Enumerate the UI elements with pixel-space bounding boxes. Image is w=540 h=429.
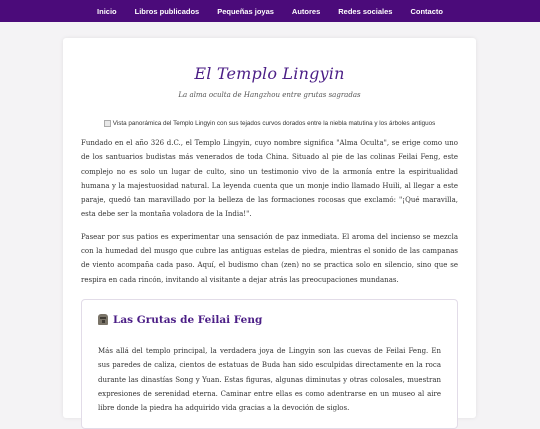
nav-link-contacto[interactable]: Contacto bbox=[410, 6, 443, 16]
grutas-title: Las Grutas de Feilai Feng bbox=[113, 313, 263, 326]
page-title: El Templo Lingyin bbox=[194, 64, 345, 83]
page-subtitle: La alma oculta de Hangzhou entre grutas sagradas bbox=[178, 91, 361, 99]
nav-link-libros-publicados[interactable]: Libros publicados bbox=[134, 6, 200, 16]
top-navigation bbox=[0, 0, 540, 22]
intro-paragraph: Fundado en el año 326 d.C., el Templo Lingyin, cuyo nombre significa "Alma Oculta", se erige como uno de los santuarios budistas más venerados de toda China. Situado al pie de las colinas Feilai Feng, este complejo no es solo un lugar de culto, sino un testimonio vivo de la armonía entre la espiritualidad humana y la majestuosidad natural. La leyenda cuenta que un monje indio llamado Huili, al llegar a este paraje, quedó tan maravillado por la belleza de las formaciones rocosas que exclamó: "¡Qué maravilla, esta debe ser la montaña voladora de la India!". bbox=[81, 139, 458, 219]
nav-link-inicio[interactable]: Inicio bbox=[97, 6, 117, 16]
temple-image-alt-text: Vista panorámica del Templo Lingyin con sus tejados curvos dorados entre la niebla matutina y los árboles antiguos bbox=[112, 120, 436, 127]
grutas-paragraph: Más allá del templo principal, la verdadera joya de Lingyin son las cuevas de Feilai Feng. En sus paredes de caliza, cientos de estatuas de Buda han sido esculpidas directamente en la roca durante las dinastías Song y Yuan. Estas figuras, algunas diminutas y otras colosales, muestran expresiones de serenidad eterna. Caminar entre ellas es como adentrarse en un museo al aire libre donde la piedra ha adquirido vida gracias a la devoción de siglos. bbox=[98, 346, 441, 413]
moai-icon bbox=[98, 314, 108, 325]
nav-link-redes-sociales[interactable]: Redes sociales bbox=[338, 6, 393, 16]
temple-image bbox=[81, 120, 458, 127]
broken-image-icon bbox=[104, 120, 111, 127]
nav-link-pequenas-joyas[interactable]: Pequeñas joyas bbox=[217, 6, 274, 16]
courtyard-paragraph: Pasear por sus patios es experimentar una sensación de paz inmediata. El aroma del incienso se mezcla con la humedad del musgo que cubre las antiguas estelas de piedra, mientras el sonido de las campanas de viento acompaña cada paso. Aquí, el budismo chan (zen) no se practica solo en silencio, sino que se respira en cada rincón, invitando al visitante a dejar atrás las preocupaciones mundanas. bbox=[81, 232, 458, 284]
grutas-section bbox=[81, 299, 458, 429]
nav-link-autores[interactable]: Autores bbox=[291, 6, 321, 16]
article-card bbox=[63, 38, 476, 418]
grutas-heading bbox=[98, 314, 441, 326]
